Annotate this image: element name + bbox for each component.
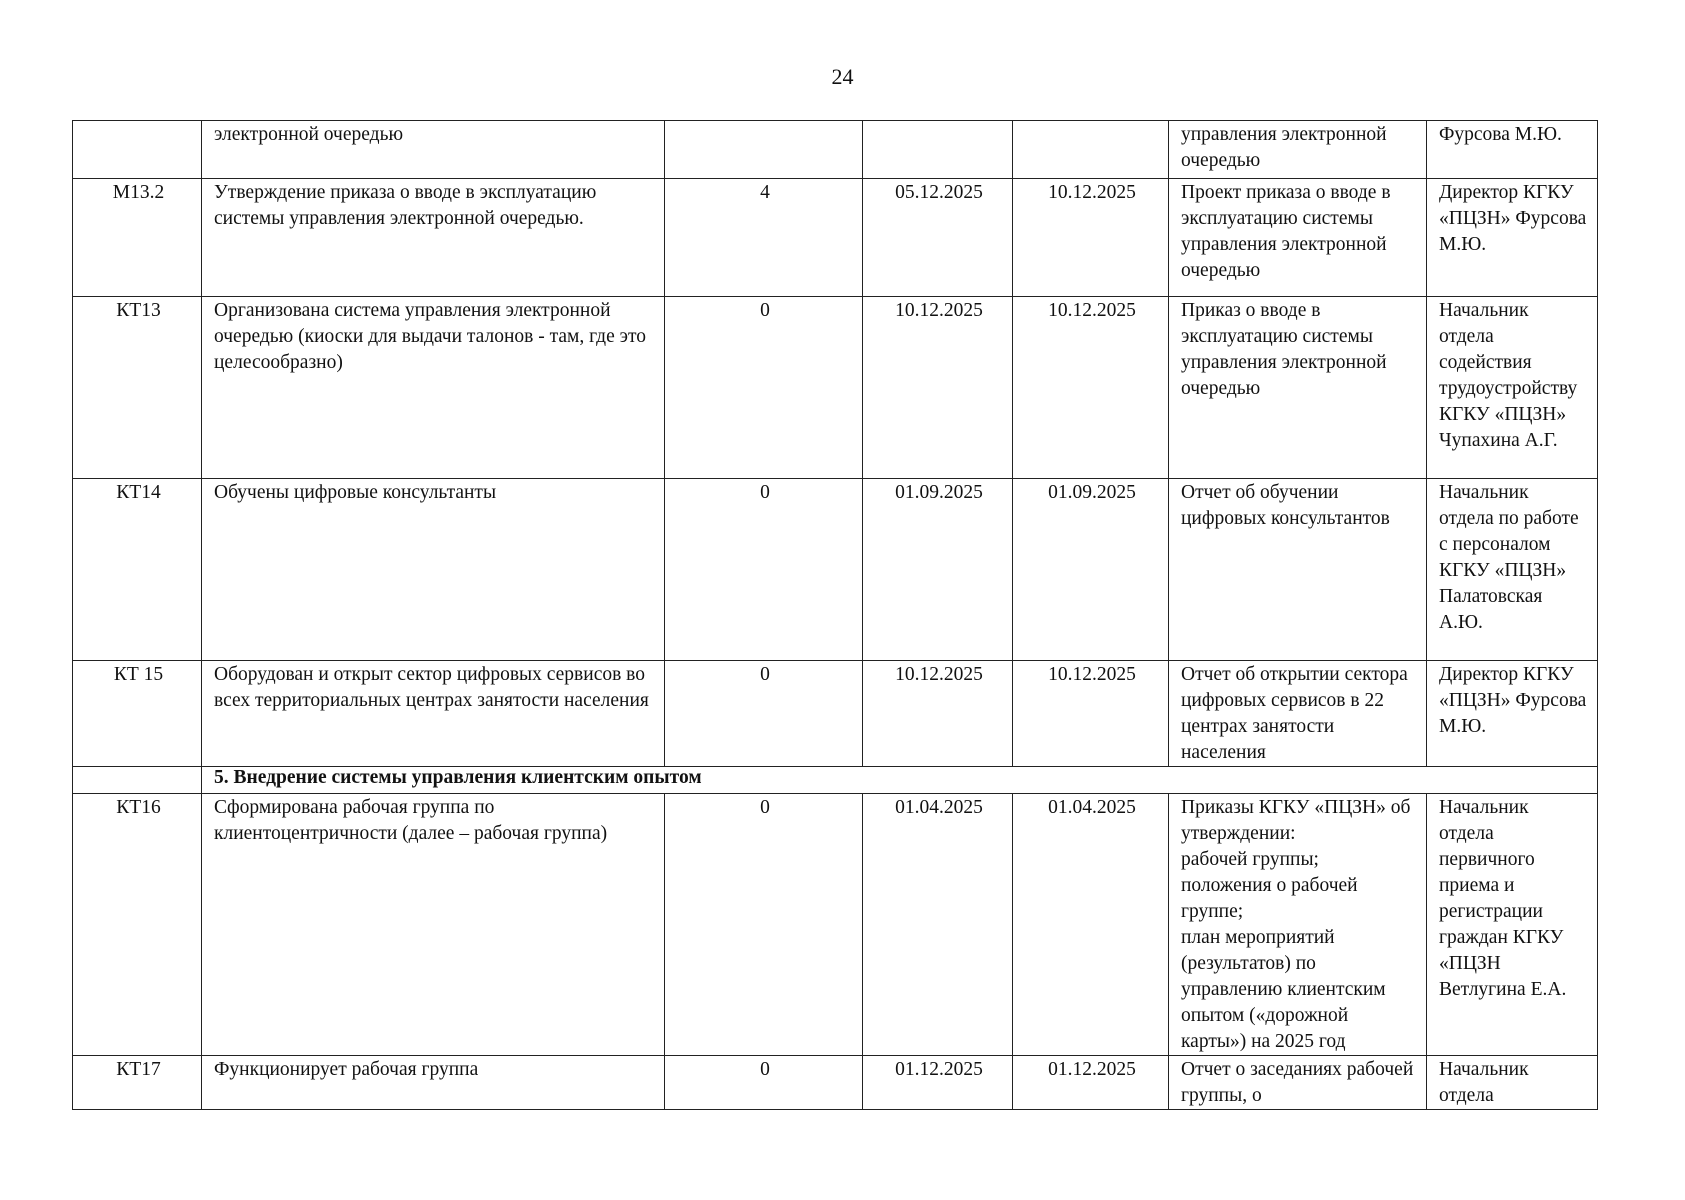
- row-start-date: 10.12.2025: [863, 297, 1013, 479]
- row-result: Отчет о заседаниях рабочей группы, о: [1169, 1056, 1427, 1110]
- result-line: Приказы КГКУ «ПЦЗН» об утверждении:: [1181, 797, 1411, 844]
- section-title: 5. Внедрение системы управления клиентским опытом: [202, 767, 1598, 794]
- row-end-date: 10.12.2025: [1013, 661, 1169, 767]
- row-duration: 0: [665, 661, 863, 767]
- row-title: Утверждение приказа о вводе в эксплуатацию системы управления электронной очередью.: [202, 179, 665, 297]
- row-title: Организована система управления электронной очередью (киоски для выдачи талонов - там, где это целесообразно): [202, 297, 665, 479]
- row-result: Отчет об открытии сектора цифровых сервисов в 22 центрах занятости населения: [1169, 661, 1427, 767]
- row-result: [1169, 794, 1427, 1056]
- result-line: рабочей группы;: [1181, 849, 1319, 870]
- row-code: КТ16: [73, 794, 202, 1056]
- row-duration: 4: [665, 179, 863, 297]
- row-end-date: 01.04.2025: [1013, 794, 1169, 1056]
- row-title: Функционирует рабочая группа: [202, 1056, 665, 1110]
- table-row: [73, 479, 1598, 661]
- row-responsible: Начальник отдела по работе с персоналом КГКУ «ПЦЗН» Палатовская А.Ю.: [1427, 479, 1598, 661]
- row-duration: 0: [665, 1056, 863, 1110]
- result-line: план мероприятий (результатов) по управлению клиентским опытом («дорожной карты») на 2025 год: [1181, 927, 1386, 1052]
- row-title: Сформирована рабочая группа по клиентоцентричности (далее – рабочая группа): [202, 794, 665, 1056]
- row-code: [73, 121, 202, 179]
- row-responsible: Директор КГКУ «ПЦЗН» Фурсова М.Ю.: [1427, 179, 1598, 297]
- row-title: Оборудован и открыт сектор цифровых сервисов во всех территориальных центрах занятости населения: [202, 661, 665, 767]
- table-row: [73, 1056, 1598, 1110]
- row-result: Приказ о вводе в эксплуатацию системы управления электронной очередью: [1169, 297, 1427, 479]
- row-result: Проект приказа о вводе в эксплуатацию системы управления электронной очередью: [1169, 179, 1427, 297]
- row-duration: [665, 121, 863, 179]
- row-start-date: 01.04.2025: [863, 794, 1013, 1056]
- row-responsible: Начальник отдела содействия трудоустройству КГКУ «ПЦЗН» Чупахина А.Г.: [1427, 297, 1598, 479]
- result-line: положения о рабочей группе;: [1181, 875, 1358, 922]
- row-responsible: Директор КГКУ «ПЦЗН» Фурсова М.Ю.: [1427, 661, 1598, 767]
- row-end-date: 10.12.2025: [1013, 179, 1169, 297]
- row-end-date: 01.09.2025: [1013, 479, 1169, 661]
- row-code: КТ13: [73, 297, 202, 479]
- row-code: КТ 15: [73, 661, 202, 767]
- row-code: КТ17: [73, 1056, 202, 1110]
- row-responsible: Начальник отдела первичного приема и регистрации граждан КГКУ «ПЦЗН Ветлугина Е.А.: [1427, 794, 1598, 1056]
- row-duration: 0: [665, 479, 863, 661]
- row-title: электронной очередью: [202, 121, 665, 179]
- table-row: [73, 794, 1598, 1056]
- row-duration: 0: [665, 297, 863, 479]
- table-row: [73, 661, 1598, 767]
- table-row: [73, 297, 1598, 479]
- row-title: Обучены цифровые консультанты: [202, 479, 665, 661]
- row-responsible: Начальник отдела: [1427, 1056, 1598, 1110]
- section-spacer: [73, 767, 202, 794]
- row-start-date: 10.12.2025: [863, 661, 1013, 767]
- row-result: управления электронной очередью: [1169, 121, 1427, 179]
- row-end-date: 10.12.2025: [1013, 297, 1169, 479]
- row-start-date: 05.12.2025: [863, 179, 1013, 297]
- row-start-date: [863, 121, 1013, 179]
- row-start-date: 01.09.2025: [863, 479, 1013, 661]
- table-row: [73, 121, 1598, 179]
- plan-table: [72, 120, 1598, 1110]
- row-responsible: Фурсова М.Ю.: [1427, 121, 1598, 179]
- row-code: М13.2: [73, 179, 202, 297]
- page-number: 24: [831, 64, 854, 89]
- row-result: Отчет об обучении цифровых консультантов: [1169, 479, 1427, 661]
- row-code: КТ14: [73, 479, 202, 661]
- row-start-date: 01.12.2025: [863, 1056, 1013, 1110]
- row-end-date: [1013, 121, 1169, 179]
- section-row: [73, 767, 1598, 794]
- table-row: [73, 179, 1598, 297]
- row-end-date: 01.12.2025: [1013, 1056, 1169, 1110]
- row-duration: 0: [665, 794, 863, 1056]
